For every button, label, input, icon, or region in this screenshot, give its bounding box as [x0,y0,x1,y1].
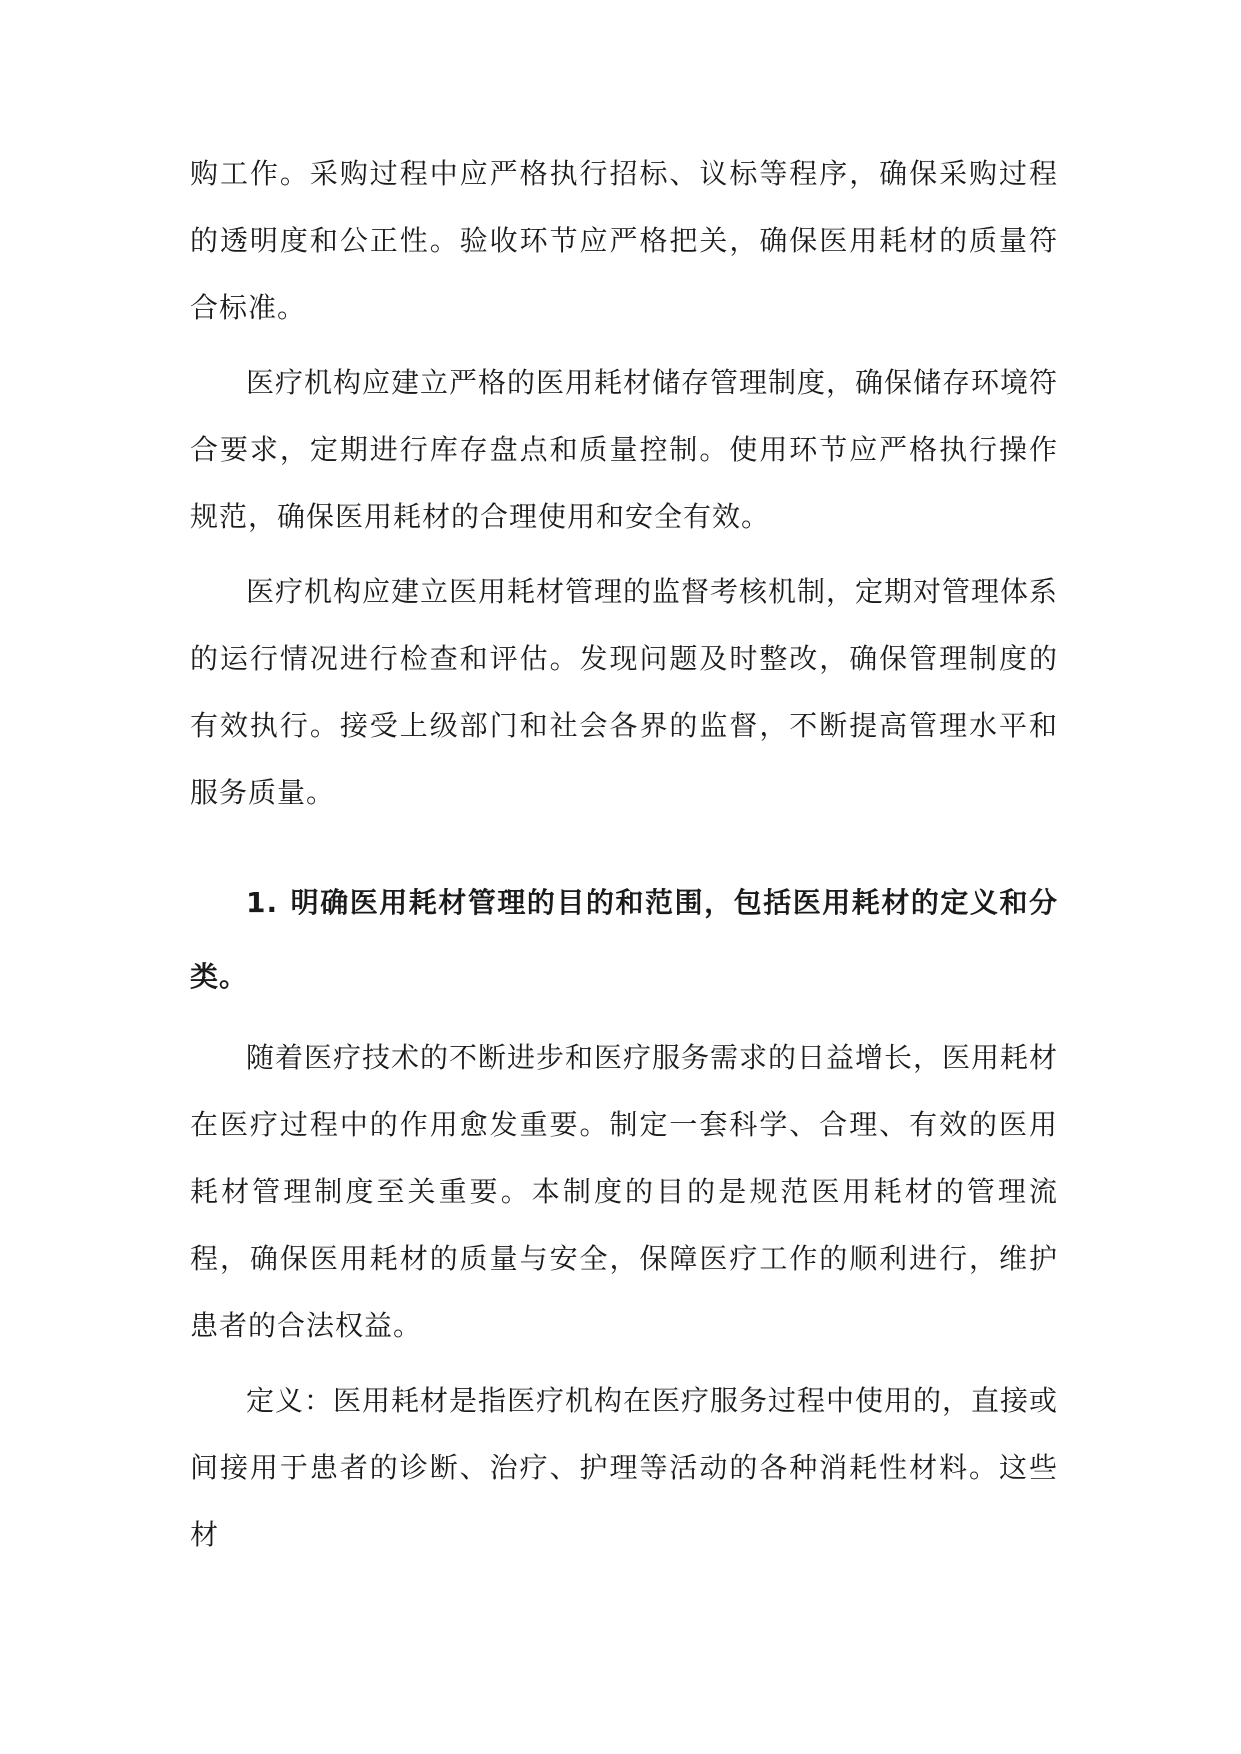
paragraph-definition: 定义：医用耗材是指医疗机构在医疗服务过程中使用的，直接或间接用于患者的诊断、治疗、护理等活动的各种消耗性材料。这些材 [190,1384,1059,1551]
paragraph-purpose: 随着医疗技术的不断进步和医疗服务需求的日益增长，医用耗材在医疗过程中的作用愈发重要。制定一套科学、合理、有效的医用耗材管理制度至关重要。本制度的目的是规范医用耗材的管理流程，确保医用耗材的质量与安全，保障医疗工作的顺利进行，维护患者的合法权益。 [190,1041,1059,1342]
paragraph-supervision: 医疗机构应建立医用耗材管理的监督考核机制，定期对管理体系的运行情况进行检查和评估。发现问题及时整改，确保管理制度的有效执行。接受上级部门和社会各界的监督，不断提高管理水平和服务质量。 [190,575,1059,809]
paragraph-storage: 医疗机构应建立严格的医用耗材储存管理制度，确保储存环境符合要求，定期进行库存盘点和质量控制。使用环节应严格执行操作规范，确保医用耗材的合理使用和安全有效。 [190,366,1059,533]
document-body [190,140,1058,1576]
section-heading [190,866,1058,1014]
paragraph-procurement: 购工作。采购过程中应严格执行招标、议标等程序，确保采购过程的透明度和公正性。验收环节应严格把关，确保医用耗材的质量符合标准。 [190,157,1058,324]
section-number: 1. [246,886,279,919]
section-title: 明确医用耗材管理的目的和范围，包括医用耗材的定义和分类。 [190,886,1058,993]
